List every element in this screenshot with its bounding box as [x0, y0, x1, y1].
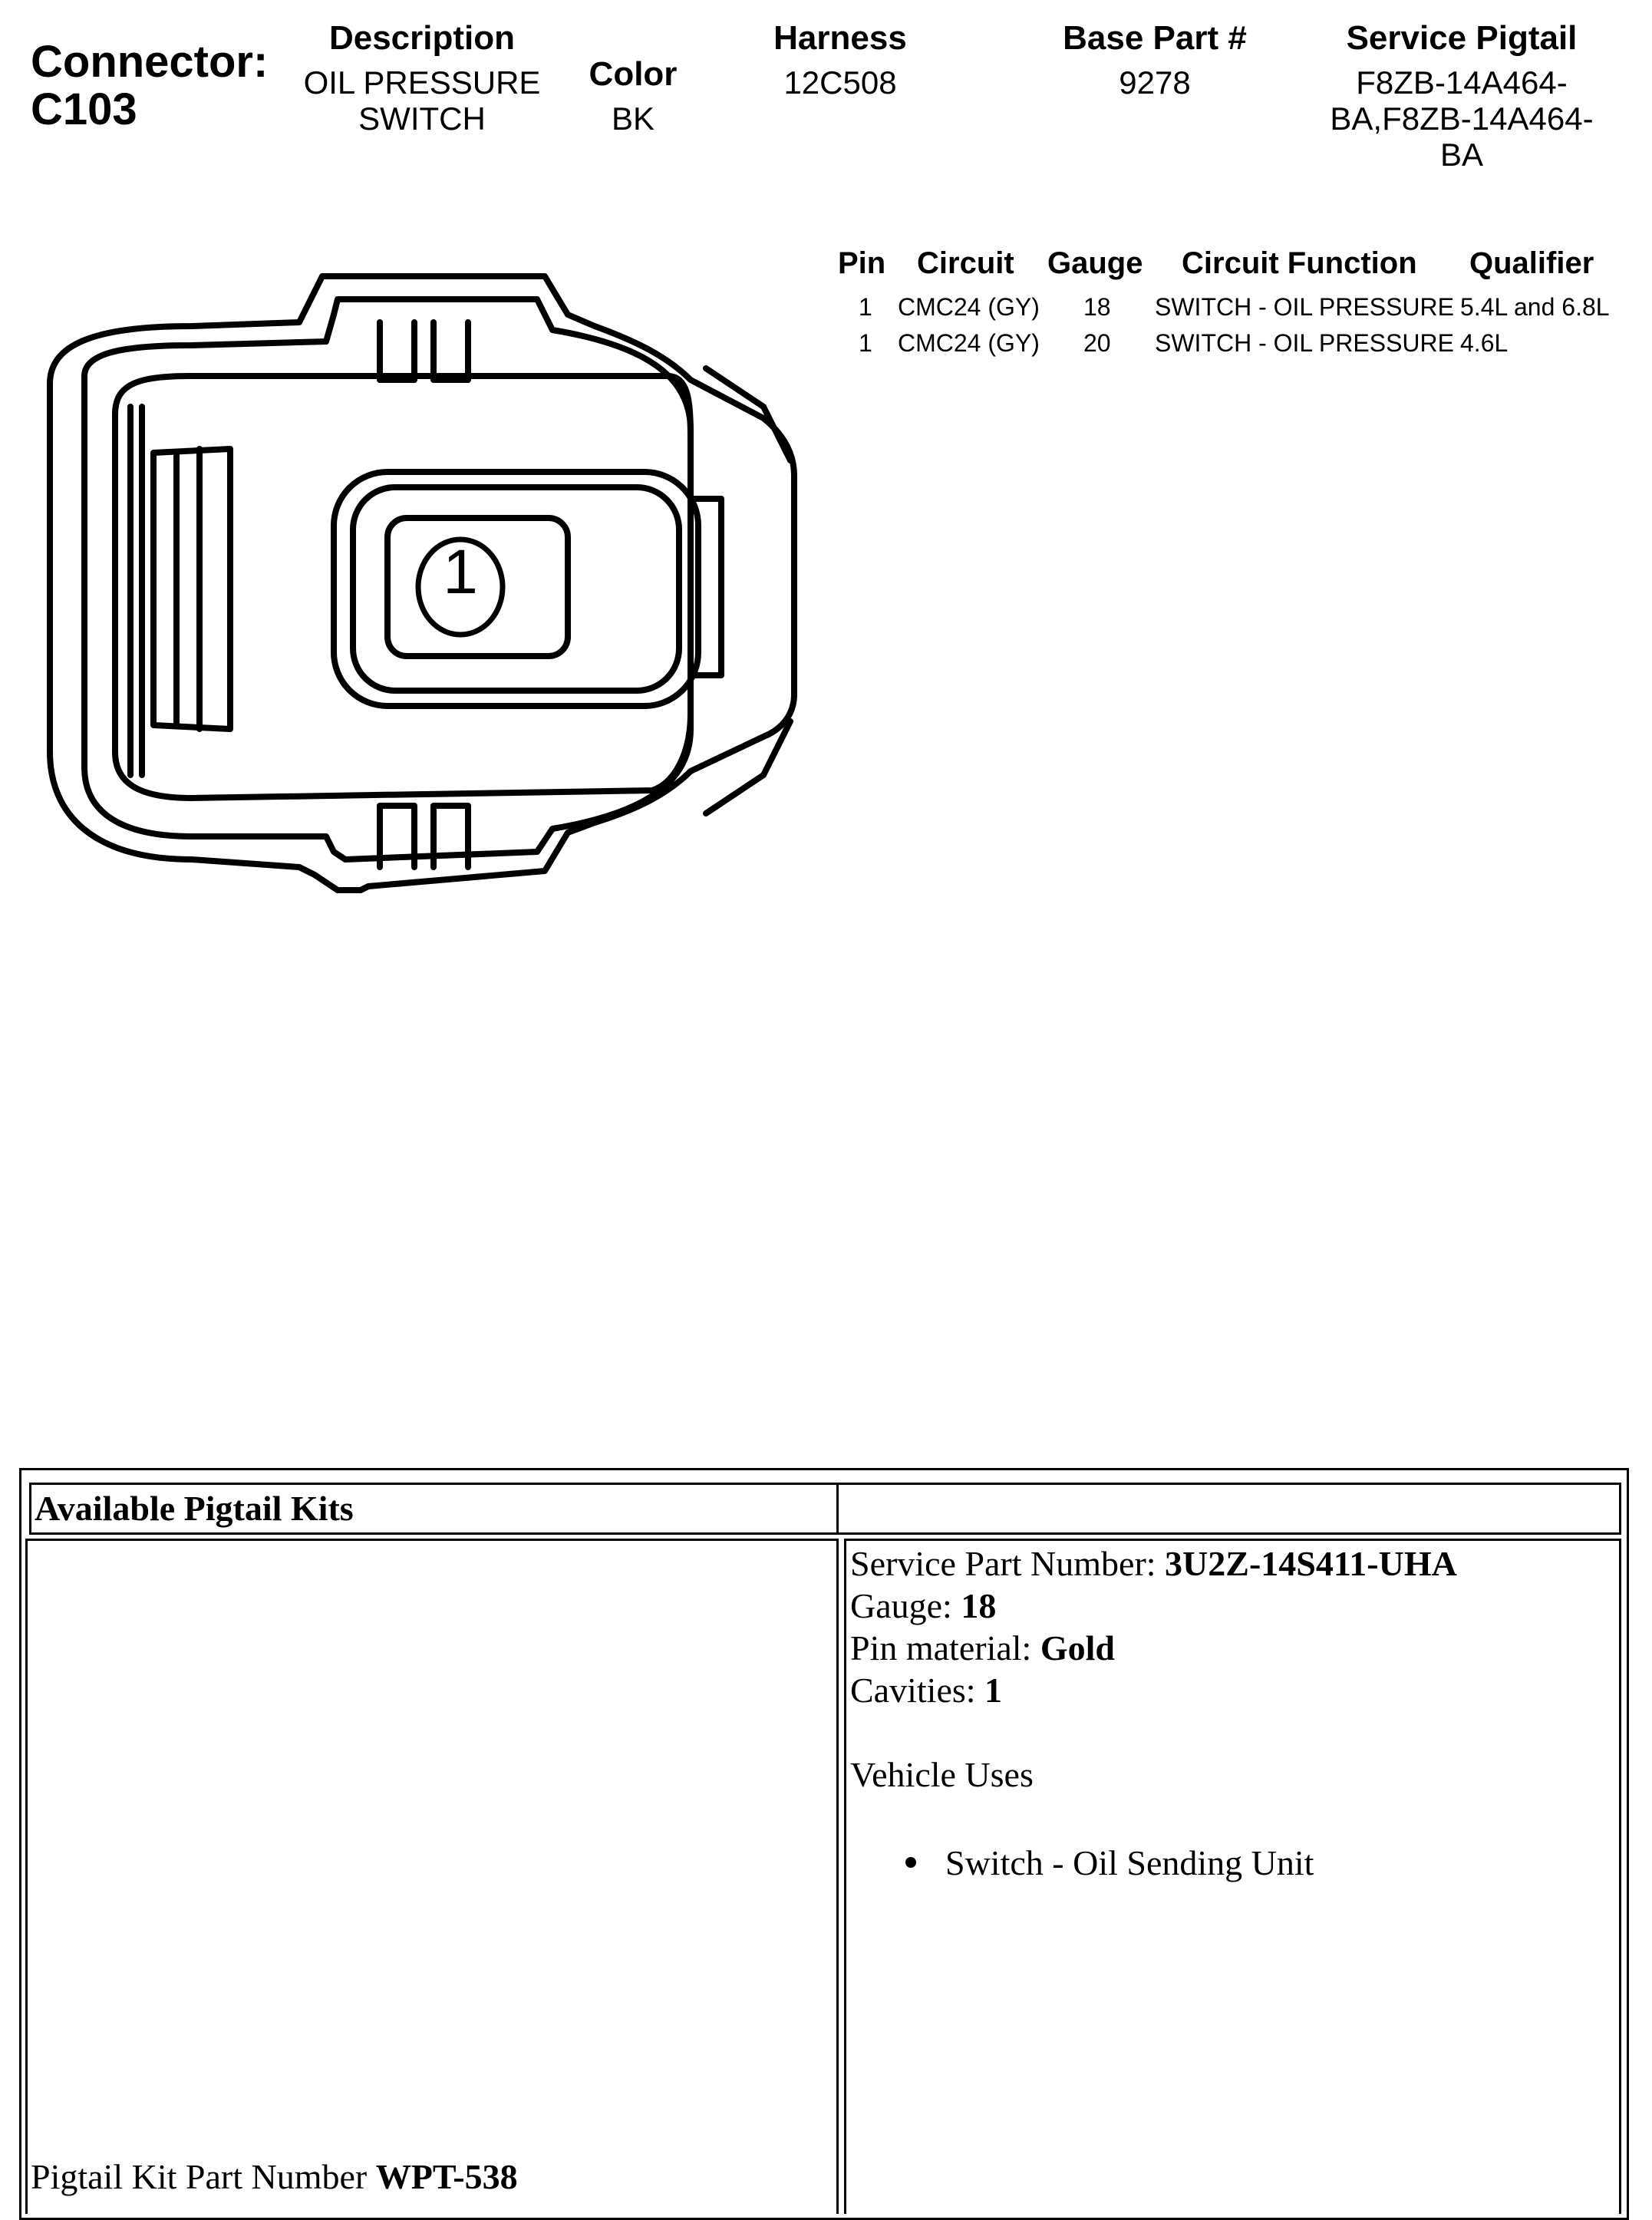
connector-label: Connector: [31, 37, 269, 87]
vehicle-uses-label: Vehicle Uses [850, 1755, 1034, 1794]
qualifier-column-header: Qualifier [1469, 246, 1594, 280]
cavities-label: Cavities: [850, 1671, 985, 1710]
qualifier-cell: 4.6L [1460, 329, 1509, 357]
vehicle-use-label: Switch - Oil Sending Unit [945, 1843, 1314, 1882]
description-value [292, 64, 552, 137]
circuit-cell: CMC24 (GY) [898, 293, 1040, 321]
pin-1-label: 1 [443, 537, 478, 607]
top-latch [380, 322, 414, 380]
list-item [905, 1842, 1314, 1884]
gauge-cell: 18 [1083, 293, 1111, 321]
cavities-value: 1 [984, 1671, 1003, 1710]
base-part-value: 9278 [1119, 64, 1191, 101]
service-pigtail-header: Service Pigtail [1346, 19, 1578, 57]
connector-face-diagram [31, 246, 821, 905]
function-cell: SWITCH - OIL PRESSURE [1155, 293, 1454, 321]
kits-header: Available Pigtail Kits [29, 1483, 839, 1535]
pigtail-kit-label: Pigtail Kit Part Number [31, 2157, 376, 2196]
top-latch-inner [434, 322, 468, 380]
left-tab-inner [176, 449, 199, 729]
service-part-value: 3U2Z-14S411-UHA [1165, 1544, 1457, 1583]
pin-column-header: Pin [838, 246, 886, 280]
pin-material [850, 1627, 1115, 1669]
circuit-column-header: Circuit [917, 246, 1014, 280]
kit-gauge-value: 18 [961, 1586, 997, 1625]
pigtail-kit-part-number [31, 2156, 518, 2197]
service-pigtail-value [1304, 64, 1619, 173]
description-value-line1: OIL PRESSURE [303, 64, 541, 101]
gauge-column-header: Gauge [1047, 246, 1143, 280]
connector-title [31, 38, 268, 134]
left-clip [130, 407, 142, 775]
harness-value: 12C508 [783, 64, 897, 101]
left-tab [153, 449, 230, 729]
kit-gauge [850, 1585, 996, 1627]
service-pigtail-line3: BA [1439, 137, 1484, 173]
kits-header-right-cell [839, 1483, 1621, 1535]
vehicle-uses-list [905, 1842, 1314, 1884]
pin-material-value: Gold [1040, 1628, 1115, 1667]
pigtail-kit-value: WPT-538 [375, 2157, 518, 2196]
pin-cell: 1 [859, 329, 872, 357]
service-part-number [850, 1542, 1457, 1585]
service-pigtail-line2: BA,F8ZB-14A464- [1330, 101, 1594, 137]
connector-id: C103 [31, 84, 137, 134]
harness-header: Harness [773, 19, 907, 57]
base-part-header: Base Part # [1063, 19, 1247, 57]
color-header: Color [589, 55, 678, 93]
kit-gauge-label: Gauge: [850, 1586, 961, 1625]
pin-cell: 1 [859, 293, 872, 321]
gauge-cell: 20 [1083, 329, 1111, 357]
service-pigtail-line1: F8ZB-14A464- [1356, 64, 1568, 101]
kits-left-cell [25, 1539, 839, 2214]
pin-material-label: Pin material: [850, 1628, 1040, 1667]
cavities [850, 1669, 1002, 1711]
circuit-function-column-header: Circuit Function [1182, 246, 1417, 280]
qualifier-cell: 5.4L and 6.8L [1460, 293, 1610, 321]
color-value: BK [611, 101, 655, 137]
description-header: Description [328, 19, 516, 57]
service-part-label: Service Part Number: [850, 1544, 1166, 1583]
description-value-line2: SWITCH [358, 101, 486, 137]
circuit-cell: CMC24 (GY) [898, 329, 1040, 357]
function-cell: SWITCH - OIL PRESSURE [1155, 329, 1454, 357]
bullet-icon [905, 1857, 916, 1868]
